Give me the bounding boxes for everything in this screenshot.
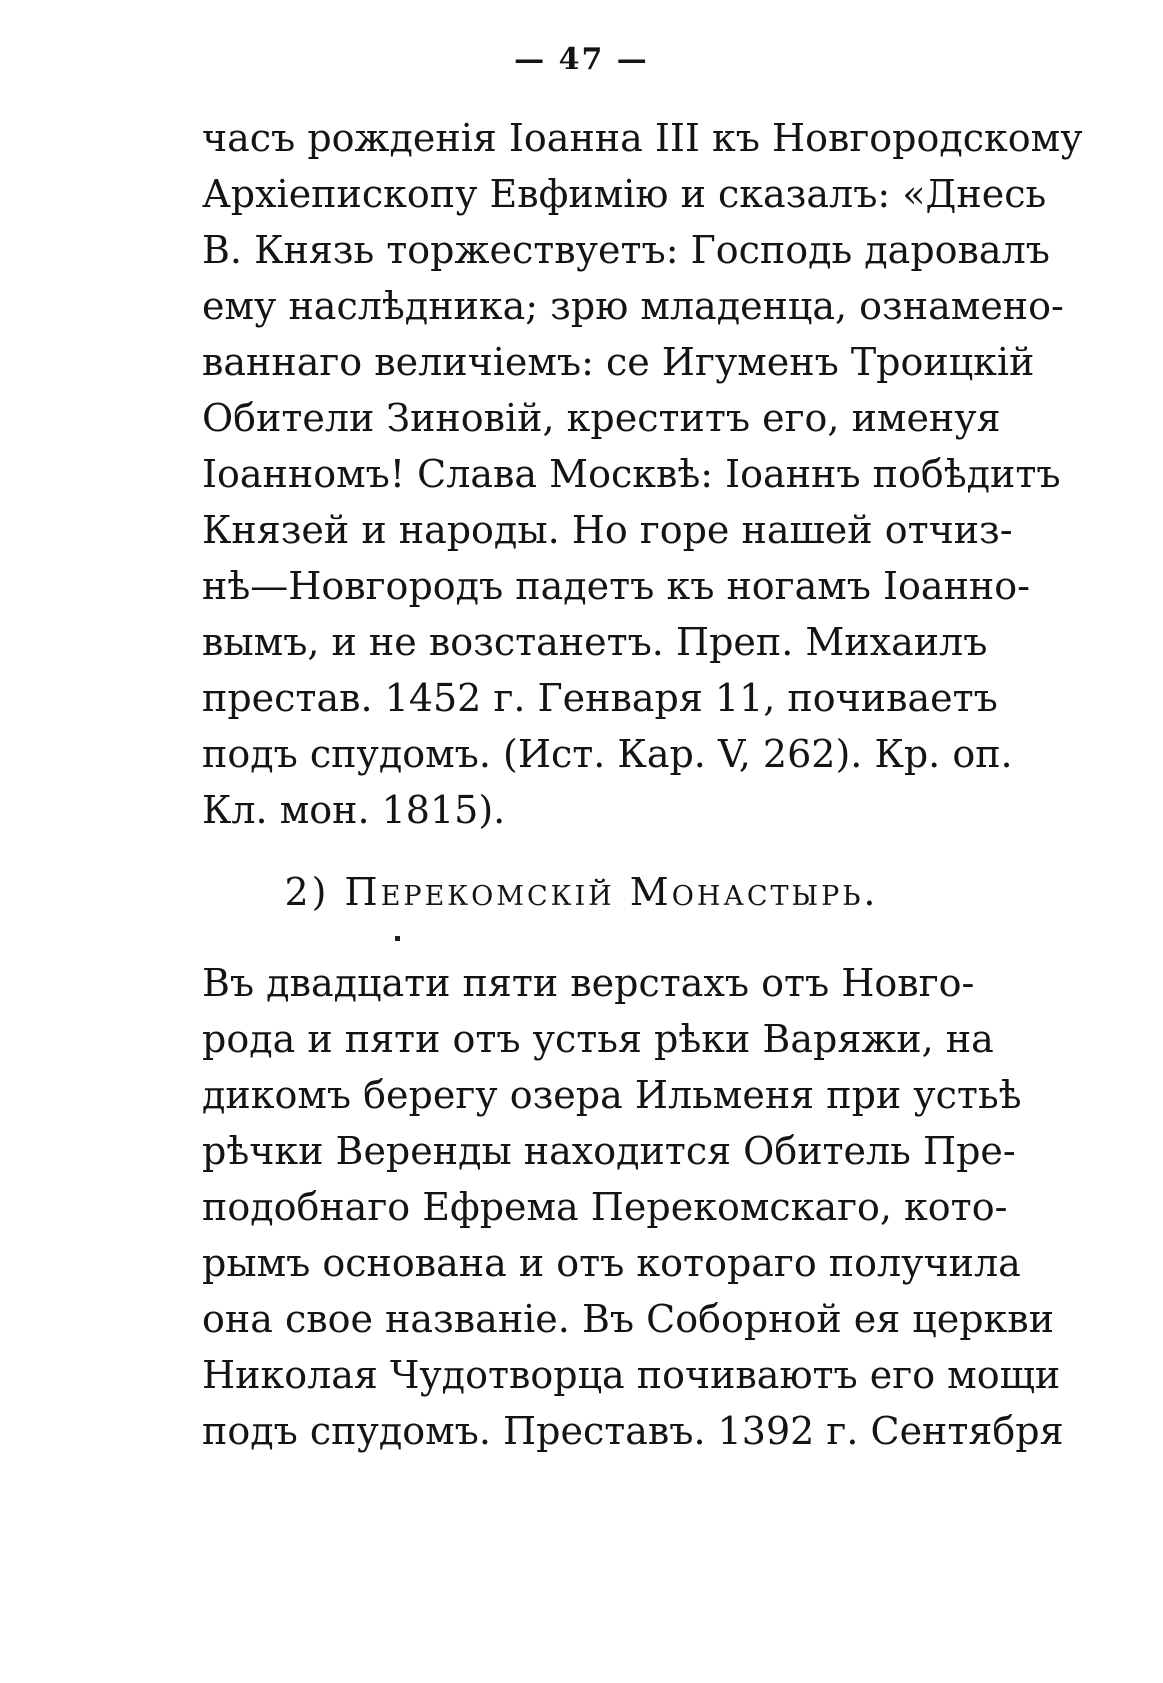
text-line: рымъ основана и отъ котораго получила xyxy=(202,1241,1021,1285)
text-line: Николая Чудотворца почиваютъ его мощи xyxy=(202,1353,1061,1397)
paragraph-1 xyxy=(202,110,1083,838)
paragraph-2 xyxy=(202,955,1064,1459)
section-heading: 2) Перекомскій Монастырь. xyxy=(284,870,879,914)
text-line: дикомъ берегу озера Ильменя при устьѣ xyxy=(202,1073,1022,1117)
text-line: В. Князь торжествуетъ: Господь даровалъ xyxy=(202,228,1050,272)
text-line: Въ двадцати пяти верстахъ отъ Новго- xyxy=(202,961,975,1005)
text-line: Іоанномъ! Слава Москвѣ: Іоаннъ побѣдитъ xyxy=(202,452,1061,496)
text-line: рѣчки Веренды находится Обитель Пре- xyxy=(202,1129,1016,1173)
text-line: она свое названіе. Въ Соборной ея церкви xyxy=(202,1297,1055,1341)
text-line: часъ рожденія Іоанна III къ Новгородскому xyxy=(202,116,1083,160)
text-line: подъ спудомъ. (Ист. Кар. V, 262). Кр. оп. xyxy=(202,732,1013,776)
ornament-dot xyxy=(395,936,400,941)
text-line: ваннаго величіемъ: се Игуменъ Троицкій xyxy=(202,340,1035,384)
text-line: Князей и народы. Но горе нашей отчиз- xyxy=(202,508,1013,552)
text-line: Архіепископу Евфимію и сказалъ: «Днесь xyxy=(202,172,1047,216)
text-line: вымъ, и не возстанетъ. Преп. Михаилъ xyxy=(202,620,988,664)
text-line: ему наслѣдника; зрю младенца, ознамено- xyxy=(202,284,1064,328)
text-line: подобнаго Ефрема Перекомскаго, кото- xyxy=(202,1185,1008,1229)
text-line: Обители Зиновій, креститъ его, именуя xyxy=(202,396,1001,440)
text-line: Кл. мон. 1815). xyxy=(202,788,506,832)
text-line: нѣ—Новгородъ падетъ къ ногамъ Іоанно- xyxy=(202,564,1030,608)
text-line: рода и пяти отъ устья рѣки Варяжи, на xyxy=(202,1017,994,1061)
text-line: престав. 1452 г. Генваря 11, почиваетъ xyxy=(202,676,998,720)
page-number: — 47 — xyxy=(514,42,649,77)
text-line: подъ спудомъ. Преставъ. 1392 г. Сентября xyxy=(202,1409,1064,1453)
